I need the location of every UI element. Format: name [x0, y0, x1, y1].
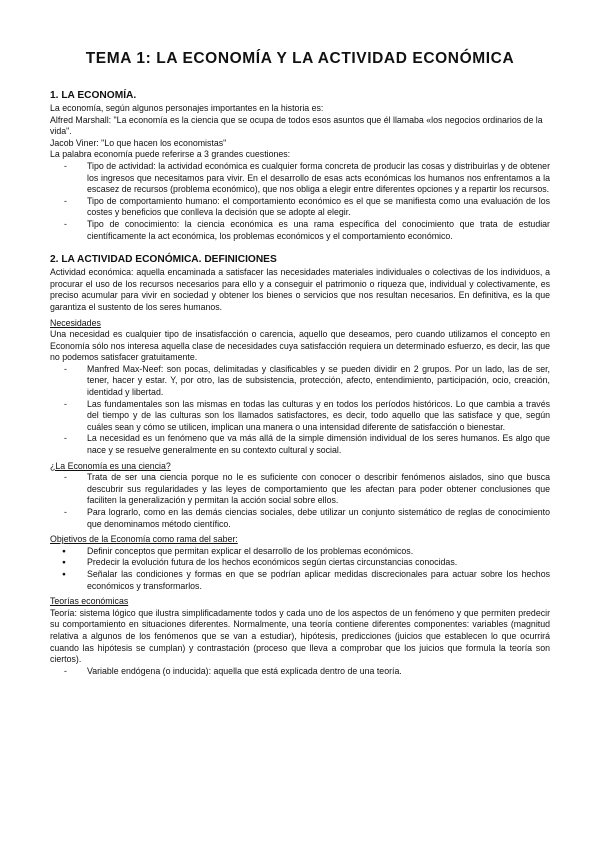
list-item: - Trata de ser una ciencia porque no le es suficiente con conocer o describir fenómenos aislados, sino que busca descubrir sus regularidades y las leyes de comportamiento que les afectan para poder obtener conclusiones que faciliten la generalización y permitan la acción social sobre ellos. [64, 472, 550, 506]
objetivos-subtitle: Objetivos de la Economía como rama del saber: [50, 534, 238, 545]
s2-definition: Actividad económica: aquella encaminada a satisfacer las necesidades materiales individuales o colectivas de los individuos, a procurar el uso de los recursos necesarios para ello y a conseguir el patrimonio o riqueza que, individual y colectivamente, es preciso acumular para vivir en sociedad y obtener los bienes o servicios que nos resultan necesarios. En definitiva, es la que garantiza el sustento de los seres humanos. [50, 267, 550, 312]
list-item: ● Definir conceptos que permitan explicar el desarrollo de los problemas económicos. [62, 545, 414, 556]
s1-list [50, 161, 550, 242]
s1-intro: La economía, según algunos personajes importantes en la historia es: [50, 103, 324, 113]
ciencia-subtitle: ¿La Economía es una ciencia? [50, 460, 171, 471]
document-page [50, 50, 550, 677]
page-title: TEMA 1: LA ECONOMÍA Y LA ACTIVIDAD ECONÓMICA [85, 50, 515, 67]
necesidades-list [50, 364, 550, 457]
teorias-text: Teoría: sistema lógico que ilustra simplificadamente todos y cada uno de los aspectos de un fenómeno y que permiten predecir su comportamiento en situaciones diferentes. Normalmente, una teoría contiene diferentes componentes: variables (magnitud relativa a algunos de los fenómenos que se van a estudiar), hipótesis, predicciones (juicios que establecen lo que ocurrirá cuando las hipótesis se cumplan) y contrastación (proceso que lleva a comprobar que los juicios que formula la teoría son ciertos). [50, 607, 550, 665]
section-2-heading: 2. LA ACTIVIDAD ECONÓMICA. DEFINICIONES [50, 254, 277, 266]
bullet-icon: ● [62, 559, 66, 567]
s1-quote-marshall: Alfred Marshall: "La economía es la ciencia que se ocupa de todos esos asuntos que él llamaba «los negocios ordinarios de la vida". [50, 114, 543, 137]
list-item: - Variable endógena (o inducida): aquella que está explicada dentro de una teoría. [64, 665, 402, 676]
s1-quote-viner: Jacob Viner: "Lo que hacen los economistas" [50, 137, 227, 148]
necesidades-text: Una necesidad es cualquier tipo de insatisfacción o carencia, aquello que deseamos, pero cuando utilizamos el concepto en Economía sólo nos interesa aquella clase de necesidades cuya satisfacción requiera un determinado esfuerzo, es decir, las que no podemos satisfacer gratuitamente. [50, 329, 550, 363]
list-item: - Tipo de comportamiento humano: el comportamiento económico es el que se manifiesta como una evaluación de los costes y beneficios que conlleva la decisión que se adopte al elegir. [64, 195, 550, 218]
list-item: - Las fundamentales son las mismas en todas las culturas y en todos los períodos históricos. Lo que cambia a través del tiempo y de las culturas son los llamados satisfactores, es decir, todo aquello que las satisface y que, según cuáles sean y cómo se utilicen, implican una manera o una intensidad diferente de satisfacción o bienestar. [64, 398, 550, 432]
list-item: - La necesidad es un fenómeno que va más allá de la simple dimensión individual de los seres humanos. Es algo que nace y se resuelve generalmente en su contexto cultural y social. [64, 433, 550, 456]
necesidades-subtitle: Necesidades [50, 317, 101, 328]
bullet-icon: ● [62, 570, 66, 578]
list-item: ● Predecir la evolución futura de los hechos económicos según ciertas circunstancias conocidas. [62, 557, 458, 568]
teorias-list [50, 666, 550, 678]
list-item: - Para lograrlo, como en las demás ciencias sociales, debe utilizar un conjunto sistemático de reglas de conocimiento que denominamos método científico. [64, 507, 550, 529]
bullet-icon: ● [62, 547, 66, 555]
teorias-subtitle: Teorías económicas [50, 596, 129, 607]
objetivos-list [50, 546, 550, 592]
list-item: - Tipo de actividad: la actividad económica es cualquier forma concreta de producir las cosas y distribuirlas y de obtener los ingresos que necesitamos para vivir. En el desarrollo de esas acts económicas los humanos nos enfrentamos a la escasez de recursos (problema económico), que nos obliga a elegir entre diferentes opciones y a repartir los recursos. [64, 160, 550, 195]
list-item: ● Señalar las condiciones y formas en que se podrían aplicar medidas discrecionales para actuar sobre los hechos económicos y transformarlos. [62, 568, 550, 591]
section-1-heading: 1. LA ECONOMÍA. [50, 90, 137, 101]
list-item: - Tipo de conocimiento: la ciencia económica es una rama específica del conocimiento que trata de estudiar científicamente la act económica, los problemas económicos y el comportamiento económico. [64, 218, 550, 241]
list-item: - Manfred Max-Neef: son pocas, delimitadas y clasificables y se pueden dividir en 2 grupos. Por un lado, las de ser, tener, hacer y estar. Y, por otro, las de subsistencia, protección, afecto, entendimiento, participación, ocio, creación, identidad y libertad. [64, 363, 550, 398]
ciencia-list [50, 472, 550, 530]
s1-lead: La palabra economía puede referirse a 3 grandes cuestiones: [50, 149, 291, 160]
